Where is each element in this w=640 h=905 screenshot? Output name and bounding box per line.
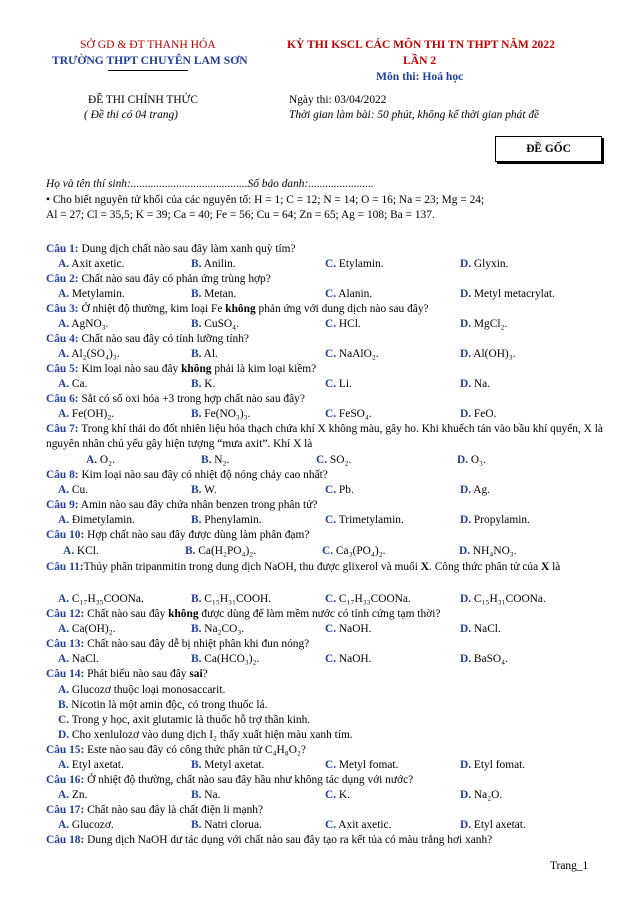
option-text: Propylamin. [471,514,530,526]
option-letter: B. [191,653,202,665]
option-letter: B. [191,378,202,390]
option-letter: B. [191,514,202,526]
question-stem-4 [46,332,610,347]
option-b[interactable] [191,788,220,803]
option-letter: A. [86,454,98,466]
exam-date: Ngày thi: 03/04/2022 [289,94,387,106]
option-d[interactable] [460,758,525,773]
option-text: Cu. [69,484,89,496]
option-d[interactable] [460,287,555,302]
option-c[interactable] [58,713,310,728]
option-b[interactable] [185,544,256,559]
question-number: Câu 15: [46,744,85,756]
option-text: N₂. [211,454,230,466]
option-c[interactable] [325,287,372,302]
option-letter: B. [191,318,202,330]
question-stem-11 [46,560,610,575]
question-text: Chất nào sau đây [84,608,169,620]
option-b[interactable] [191,652,259,667]
option-a[interactable] [58,758,124,773]
option-letter: B. [185,545,196,557]
option-d[interactable] [460,317,507,332]
question-number: Câu 14: [46,668,85,680]
question-stem-13 [46,637,610,652]
option-letter: C. [58,714,70,726]
option-letter: D. [460,593,472,605]
option-text: Zn. [69,789,88,801]
option-letter: D. [460,759,472,771]
option-text: Metyl axetat. [201,759,265,771]
question-text: Trong khí thải do đốt nhiên liệu hóa thạch chứa khí X không màu, gây ho. Khi khuếch tán vào bầu khí quyển, X là nguyên nhân chủ yếu gây hiện tượng “mưa axit”. Khí X là [46,423,603,450]
option-letter: A. [58,408,70,420]
option-text: CuSO₄. [201,318,239,330]
option-letter: C. [325,348,337,360]
option-c[interactable] [325,818,391,833]
option-a[interactable] [58,513,135,528]
option-letter: B. [191,789,202,801]
option-letter: D. [460,653,472,665]
emphasis-text: X [541,561,550,573]
school-name: TRƯỜNG THPT CHUYÊN LAM SƠN [52,54,248,67]
question-stem-6 [46,392,610,407]
question-stem-17 [46,803,610,818]
option-letter: B. [191,288,202,300]
option-b[interactable] [191,347,218,362]
option-text: HCl. [336,318,361,330]
option-text: Na₂O. [471,789,503,801]
option-text: Fe(OH)₂. [69,408,115,420]
option-letter: A. [58,759,70,771]
option-c[interactable] [325,758,398,773]
option-letter: A. [63,545,75,557]
option-text: Anilin. [201,258,236,270]
option-text: Etyl axetat. [471,819,526,831]
question-number: Câu 6: [46,393,79,405]
page-count: ( Đề thi có 04 trang) [84,109,178,121]
question-text: phản ứng với dung dịch nào sau đây? [255,303,429,315]
option-d[interactable] [460,483,490,498]
question-stem-8 [46,468,610,483]
option-letter: D. [460,623,472,635]
option-text: FeSO₄. [336,408,372,420]
option-d[interactable] [460,788,502,803]
option-text: Al(OH)₃. [471,348,516,360]
question-stem-16 [46,773,610,788]
option-text: Nicotin là một amin độc, có trong thuốc lá. [68,699,268,711]
option-text: C₁₇H₃₅COONa. [69,593,144,605]
option-text: Ag. [471,484,491,496]
option-text: Axit axetic. [69,258,125,270]
question-text: Thủy phân tripanmitin trong dung dịch NaOH, thu được glixerol và muối [83,561,421,573]
option-c[interactable] [325,257,384,272]
question-number: Câu 11: [46,561,84,573]
option-a[interactable] [58,377,87,392]
school-underline [108,70,188,71]
question-stem-12 [46,607,610,622]
emphasis-text: không [181,363,212,375]
option-a[interactable] [58,788,87,803]
option-c[interactable] [325,407,372,422]
option-text: NaOH. [336,623,372,635]
option-a[interactable] [58,683,225,698]
option-text: NH₄NO₃. [470,545,517,557]
option-text: W. [201,484,217,496]
question-number: Câu 10: [46,529,85,541]
option-c[interactable] [325,513,404,528]
option-letter: C. [325,653,337,665]
option-text: Trimetylamin. [336,514,404,526]
option-c[interactable] [325,652,372,667]
question-text: Kim loại nào sau đây [78,363,182,375]
option-text: Axit axetic. [336,819,392,831]
option-letter: C. [322,545,334,557]
option-d[interactable] [460,347,516,362]
question-text: Sắt có số oxi hóa +3 trong hợp chất nào sau đây? [78,393,305,405]
question-number: Câu 9: [46,499,79,511]
question-text: Este nào sau đây có công thức phân tử C₄H₈O₂? [84,744,306,756]
option-text: Ca. [69,378,88,390]
option-letter: B. [191,819,202,831]
exam-round: LẦN 2 [403,54,437,67]
option-letter: B. [191,348,202,360]
option-d[interactable] [457,453,486,468]
option-letter: C. [325,378,337,390]
option-a[interactable] [58,317,109,332]
exam-subject: Môn thi: Hoá học [376,70,464,83]
option-letter: C. [325,593,337,605]
option-d[interactable] [460,592,546,607]
option-letter: D. [460,484,472,496]
question-text: Dung dịch NaOH dư tác dụng với chất nào sau đây tạo ra kết tủa có màu trắng hơi xanh? [84,834,493,846]
option-letter: D. [460,408,472,420]
question-number: Câu 17: [46,804,85,816]
option-letter: B. [201,454,212,466]
option-d[interactable] [460,257,508,272]
option-a[interactable] [58,483,88,498]
option-letter: B. [191,484,202,496]
question-text: phải là kim loại kiềm? [211,363,317,375]
option-text: Metan. [201,288,237,300]
option-text: Cho xenlulozơ vào dung dịch I₂ thấy xuất hiện màu xanh tím. [69,729,353,741]
option-b[interactable] [191,818,262,833]
option-letter: B. [58,699,69,711]
option-text: Al₂(SO₄)₃. [69,348,120,360]
option-text: Natri clorua. [201,819,262,831]
option-a[interactable] [58,257,124,272]
option-text: Phenylamin. [201,514,262,526]
question-stem-9 [46,498,610,513]
option-c[interactable] [325,788,350,803]
exam-code-box: ĐỀ GỐC [495,136,602,162]
option-letter: A. [58,514,70,526]
option-text: NaAlO₂. [336,348,379,360]
option-a[interactable] [86,453,115,468]
option-letter: C. [325,819,337,831]
option-letter: A. [58,318,70,330]
option-text: Na. [201,789,221,801]
option-b[interactable] [191,317,239,332]
emphasis-text: X [420,561,429,573]
question-stem-18 [46,833,610,848]
option-letter: B. [191,258,202,270]
question-number: Câu 5: [46,363,79,375]
option-letter: A. [58,378,70,390]
option-letter: A. [58,653,70,665]
option-d[interactable] [460,818,526,833]
option-d[interactable] [460,622,501,637]
question-stem-15 [46,743,610,758]
option-letter: A. [58,593,70,605]
question-text: Ở nhiệt độ thường, chất nào sau đây hầu như không tác dụng với nước? [84,774,414,786]
option-letter: C. [325,789,337,801]
option-text: Glucozơ. [69,819,114,831]
option-text: Ca(H₂PO₄)₂. [195,545,257,557]
option-d[interactable] [460,407,496,422]
atomic-masses-intro: • Cho biết nguyên tử khối của các nguyên tố: H = 1; C = 12; N = 14; O = 16; Na = 23; Mg = 24; [46,194,485,206]
option-b[interactable] [191,483,217,498]
option-b[interactable] [58,698,267,713]
option-text: Ca(HCO₃)₂. [201,653,260,665]
option-text: FeO. [471,408,497,420]
option-letter: B. [191,623,202,635]
question-text: Hợp chất nào sau đây được dùng làm phân đạm? [84,529,310,541]
page-footer: Trang_1 [550,860,589,872]
option-c[interactable] [325,483,354,498]
option-letter: A. [58,684,70,696]
option-text: Etylamin. [336,258,384,270]
option-text: C₁₇H₃₃COONa. [336,593,411,605]
option-text: SO₂. [327,454,352,466]
option-text: Na. [471,378,491,390]
option-letter: B. [191,408,202,420]
question-text: được dùng để làm mềm nước có tính cứng tạm thời? [198,608,441,620]
option-text: MgCl₂. [471,318,508,330]
option-letter: D. [460,288,472,300]
question-number: Câu 8: [46,469,79,481]
question-stem-2 [46,272,610,287]
option-letter: D. [459,545,471,557]
option-text: C₁₅H₃₁COONa. [471,593,546,605]
question-text: Chất nào sau đây dễ bị nhiệt phân khi đun nóng? [84,638,310,650]
option-letter: A. [58,484,70,496]
option-text: Metyl fomat. [336,759,399,771]
option-text: Ca₃(PO₄)₂. [333,545,386,557]
option-text: Glucozơ thuộc loại monosaccarit. [69,684,226,696]
option-text: Glyxin. [471,258,509,270]
option-letter: B. [191,593,202,605]
option-letter: C. [325,258,337,270]
option-text: Fe(NO₃)₃. [201,408,251,420]
option-d[interactable] [460,377,490,392]
option-text: K. [201,378,216,390]
option-letter: D. [460,514,472,526]
option-text: Li. [336,378,352,390]
option-b[interactable] [191,513,262,528]
question-stem-14 [46,667,610,682]
option-text: KCl. [74,545,99,557]
option-text: Al. [201,348,218,360]
option-b[interactable] [191,622,244,637]
question-stem-10 [46,528,610,543]
option-letter: D. [460,789,472,801]
option-a[interactable] [58,287,125,302]
option-letter: A. [58,819,70,831]
option-letter: C. [325,514,337,526]
question-stem-7 [46,422,610,452]
option-a[interactable] [58,592,144,607]
question-text: Kim loại nào sau đây có nhiệt độ nóng chảy cao nhất? [78,469,328,481]
question-number: Câu 1: [46,243,79,255]
option-letter: D. [58,729,70,741]
option-a[interactable] [58,652,99,667]
question-text: Ở nhiệt độ thường, kim loại Fe [78,303,226,315]
option-text: BaSO₄. [471,653,508,665]
option-letter: C. [325,484,337,496]
question-number: Câu 7: [46,423,79,435]
question-number: Câu 3: [46,303,79,315]
option-text: Đimetylamin. [69,514,135,526]
option-b[interactable] [191,377,215,392]
question-number: Câu 16: [46,774,85,786]
question-stem-5 [46,362,610,377]
option-c[interactable] [325,347,379,362]
option-letter: A. [58,623,70,635]
option-text: K. [336,789,350,801]
option-b[interactable] [191,287,236,302]
question-text: ? [202,668,208,680]
option-letter: C. [325,288,337,300]
option-b[interactable] [191,407,251,422]
option-b[interactable] [191,758,264,773]
option-b[interactable] [191,592,271,607]
question-stem-1 [46,242,610,257]
question-number: Câu 4: [46,333,79,345]
department-name: SỞ GD & ĐT THANH HÓA [80,38,216,51]
option-letter: C. [325,623,337,635]
option-text: Na₂CO₃. [201,623,245,635]
option-b[interactable] [191,257,236,272]
question-text: Chất nào sau đây là chất điện li mạnh? [84,804,264,816]
option-letter: A. [58,348,70,360]
option-letter: D. [460,819,472,831]
option-letter: D. [460,258,472,270]
student-info-line: Họ và tên thí sinh:.........................................Số báo danh:....................... [46,178,374,190]
option-text: Etyl axetat. [69,759,124,771]
exam-duration: Thời gian làm bài: 50 phút, không kể thời gian phát đề [289,109,540,121]
option-letter: D. [460,348,472,360]
option-a[interactable] [58,407,114,422]
option-c[interactable] [325,592,411,607]
option-c[interactable] [325,622,372,637]
question-text: . Công thức phân tử của [429,561,541,573]
option-a[interactable] [58,818,114,833]
option-text: Ca(OH)₂. [69,623,116,635]
option-letter: A. [58,258,70,270]
option-text: O₃. [468,454,486,466]
option-letter: D. [457,454,469,466]
option-d[interactable] [459,544,517,559]
option-letter: C. [325,408,337,420]
option-text: NaOH. [336,653,372,665]
option-d[interactable] [460,513,530,528]
option-d[interactable] [58,728,353,743]
question-text: Chất nào sau đây có phản ứng trùng hợp? [78,273,271,285]
option-letter: C. [325,318,337,330]
exam-title: KỲ THI KSCL CÁC MÔN THI TN THPT NĂM 2022 [287,38,555,51]
question-number: Câu 12: [46,608,85,620]
emphasis-text: không [168,608,199,620]
option-letter: B. [191,759,202,771]
option-text: AgNO₃. [69,318,109,330]
option-letter: C. [325,759,337,771]
option-c[interactable] [325,317,361,332]
option-text: Trong y học, axit glutamic là thuốc hỗ trợ thần kinh. [69,714,311,726]
question-text: Phát biểu nào sau đây [84,668,190,680]
option-c[interactable] [316,453,351,468]
question-text: Dung dịch chất nào sau đây làm xanh quỳ tím? [78,243,296,255]
question-text: Amin nào sau đây chứa nhân benzen trong phân tử? [78,499,318,511]
option-letter: A. [58,789,70,801]
option-a[interactable] [63,544,99,559]
option-text: Pb. [336,484,354,496]
question-text: Chất nào sau đây có tính lưỡng tính? [78,333,249,345]
question-number: Câu 18: [46,834,85,846]
option-letter: C. [316,454,328,466]
option-text: Alanin. [336,288,373,300]
question-number: Câu 13: [46,638,85,650]
option-letter: A. [58,288,70,300]
emphasis-text: sai [189,668,203,680]
option-c[interactable] [322,544,386,559]
option-text: NaCl. [471,623,501,635]
question-text: là [549,561,561,573]
option-a[interactable] [58,347,120,362]
option-text: Metylamin. [69,288,125,300]
option-letter: D. [460,318,472,330]
question-number: Câu 2: [46,273,79,285]
option-d[interactable] [460,652,508,667]
option-letter: D. [460,378,472,390]
atomic-masses-list: Al = 27; Cl = 35,5; K = 39; Ca = 40; Fe = 56; Cu = 64; Zn = 65; Ag = 108; Ba = 137. [46,209,435,221]
option-b[interactable] [201,453,229,468]
option-text: C₁₅H₃₁COOH. [201,593,272,605]
question-stem-3 [46,302,610,317]
option-text: Metyl metacrylat. [471,288,555,300]
option-text: O₂. [97,454,115,466]
option-text: NaCl. [69,653,99,665]
option-a[interactable] [58,622,115,637]
option-c[interactable] [325,377,352,392]
emphasis-text: không [225,303,256,315]
official-label: ĐỀ THI CHÍNH THỨC [88,94,198,106]
option-text: Etyl fomat. [471,759,526,771]
